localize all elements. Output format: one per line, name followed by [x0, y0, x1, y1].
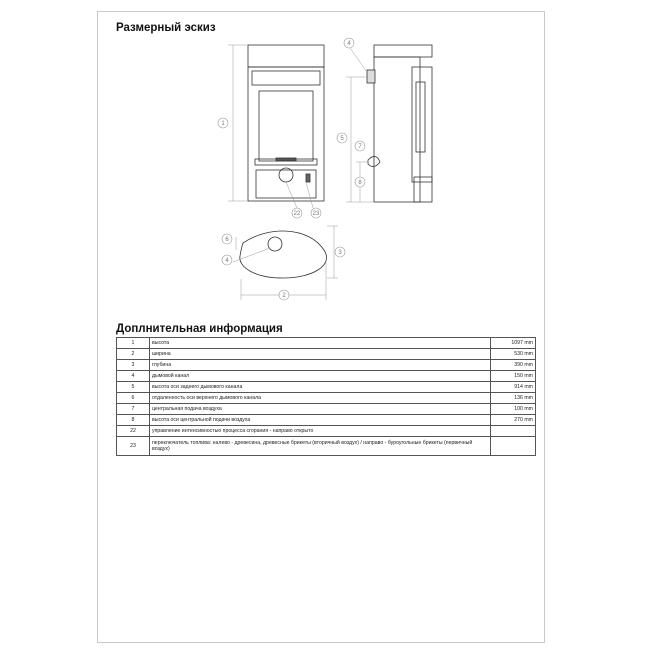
cell-num: 4 [117, 371, 150, 382]
cell-num: 5 [117, 382, 150, 393]
table-row [117, 415, 536, 426]
table-row [117, 349, 536, 360]
cell-num: 23 [117, 437, 150, 456]
callout-8: 8 [358, 180, 362, 186]
info-table [116, 337, 536, 456]
callout-4b: 4 [225, 258, 229, 264]
cell-desc: высота оси центральной подачи воздуха [150, 415, 491, 426]
cell-num: 6 [117, 393, 150, 404]
document-sheet [97, 11, 545, 643]
cell-value: 136 mm [491, 393, 536, 404]
cell-desc: высота оси заднего дымового канала [150, 382, 491, 393]
callout-23: 23 [312, 211, 320, 217]
cell-desc: дымовой канал [150, 371, 491, 382]
table-row [117, 360, 536, 371]
table-row [117, 382, 536, 393]
cell-value: 914 mm [491, 382, 536, 393]
cell-value: 390 mm [491, 360, 536, 371]
cell-num: 8 [117, 415, 150, 426]
table-row [117, 437, 536, 456]
cell-num: 2 [117, 349, 150, 360]
cell-desc: глубина [150, 360, 491, 371]
cell-value [491, 426, 536, 437]
sketch-title: Размерный эскиз [116, 22, 216, 34]
table-row [117, 426, 536, 437]
cell-value: 530 mm [491, 349, 536, 360]
cell-value: 270 mm [491, 415, 536, 426]
cell-desc: переключатель топлива: налево - древесина, древесные брикеты (вторичный воздух) / направо - буроугольные брикеты (первичный воздух) [150, 437, 491, 456]
cell-desc: высота [150, 338, 491, 349]
table-row [117, 404, 536, 415]
cell-num: 7 [117, 404, 150, 415]
cell-num: 22 [117, 426, 150, 437]
info-title: Доплнительная информация [116, 323, 283, 335]
cell-desc: управление интенсивностью процесса сгорания - направо открыто [150, 426, 491, 437]
cell-desc: отдаленность оси верхнего дымового канала [150, 393, 491, 404]
cell-desc: ширина [150, 349, 491, 360]
side-view [367, 45, 432, 202]
callout-6: 6 [225, 237, 229, 243]
callout-4: 4 [347, 41, 351, 47]
cell-num: 1 [117, 338, 150, 349]
cell-value: 150 mm [491, 371, 536, 382]
cell-num: 3 [117, 360, 150, 371]
callout-22: 22 [293, 211, 301, 217]
cell-value [491, 437, 536, 456]
table-row [117, 371, 536, 382]
callout-2: 2 [282, 293, 286, 299]
front-view [248, 45, 324, 201]
callout-7: 7 [358, 144, 362, 150]
dimension-drawing [98, 12, 544, 317]
cell-desc: центральная подача воздуха [150, 404, 491, 415]
table-row [117, 338, 536, 349]
callout-3: 3 [338, 250, 342, 256]
callout-1: 1 [221, 121, 225, 127]
callout-5: 5 [340, 136, 344, 142]
cell-value: 100 mm [491, 404, 536, 415]
cell-value: 1097 mm [491, 338, 536, 349]
table-row [117, 393, 536, 404]
